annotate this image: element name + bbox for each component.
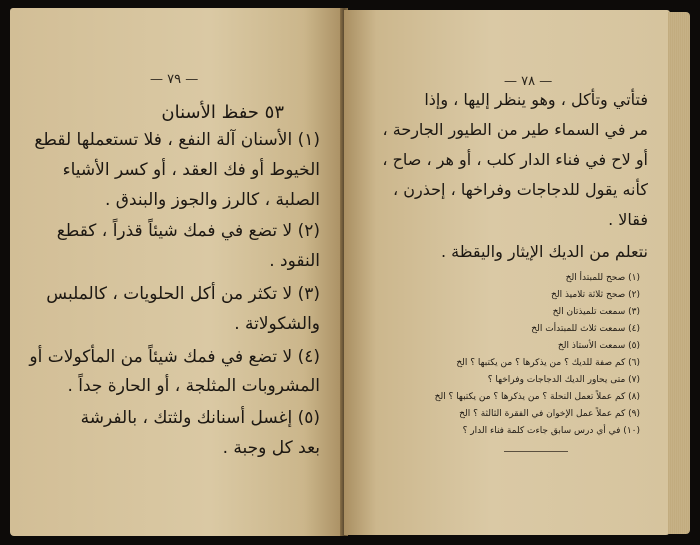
- left-line: المشروبات المثلجة ، أو الحارة جداً .: [67, 376, 320, 396]
- question-item: (٤) سمعت ثلاث للمبتدأت الخ: [531, 324, 640, 334]
- left-line: (٣) لا تكثر من أكل الحلويات ، كالملبس: [46, 284, 320, 304]
- end-rule: [504, 451, 568, 452]
- left-line: الصلبة ، كالرز والجوز والبندق .: [104, 190, 320, 210]
- question-item: (٢) صحح ثلاثة تلاميذ الخ: [551, 290, 640, 300]
- left-page: [10, 8, 344, 536]
- right-line: فتأتي وتأكل ، وهو ينظر إليها ، وإذا: [424, 90, 648, 109]
- right-page-number: — ٧٨ —: [504, 74, 553, 89]
- left-line: (٤) لا تضع في فمك شيئاً من المأكولات أو: [29, 347, 320, 367]
- left-line: (١) الأسنان آلة النفع ، فلا تستعملها لقطع: [34, 130, 320, 150]
- page-edges: [668, 12, 690, 534]
- question-item: (٧) متى يحاور الديك الدجاجات وفراخها ؟: [487, 375, 640, 385]
- right-page: [344, 10, 670, 535]
- left-line: الخيوط أو فك العقد ، أو كسر الأشياء: [62, 160, 320, 180]
- left-line: والشكولاتة .: [234, 314, 320, 334]
- left-line: (٥) إغسل أسنانك ولثتك ، بالفرشة: [80, 408, 320, 428]
- question-item: (٨) كم عملاً تعمل النحلة ؟ من يذكرها ؟ من يكتبها ؟ الخ: [434, 392, 640, 402]
- right-line: كأنه يقول للدجاجات وفراخها ، إحذرن ،: [393, 180, 648, 199]
- left-line: بعد كل وجبة .: [222, 438, 320, 458]
- right-line: مر في السماء طير من الطيور الجارحة ،: [382, 120, 648, 139]
- lesson-line: نتعلم من الديك الإيثار واليقظة .: [441, 242, 648, 261]
- question-item: (١) صحح للمبتدأ الخ: [565, 273, 640, 283]
- left-line: (٢) لا تضع في فمك شيئاً قذراً ، كقطع: [56, 221, 320, 241]
- question-item: (١٠) في أي درس سابق جاءت كلمة فناء الدار ؟: [462, 426, 640, 436]
- left-line: النقود .: [269, 251, 320, 271]
- question-item: (٩) كم عملاً عمل الإخوان في الفقرة الثالثة ؟ الخ: [459, 409, 640, 419]
- right-line: أو لاح في فناء الدار كلب ، أو هر ، صاح ،: [382, 150, 648, 169]
- right-line: فقالا .: [608, 210, 648, 229]
- question-item: (٣) سمعت تلميذتان الخ: [552, 307, 640, 317]
- left-page-title: ٥٣ حفظ الأسنان: [161, 102, 284, 123]
- question-item: (٥) سمعت الأستاذ الخ: [557, 341, 640, 351]
- left-page-number: — ٧٩ —: [150, 72, 199, 87]
- question-item: (٦) كم صفة للديك ؟ من يذكرها ؟ من يكتبها ؟ الخ: [456, 358, 640, 368]
